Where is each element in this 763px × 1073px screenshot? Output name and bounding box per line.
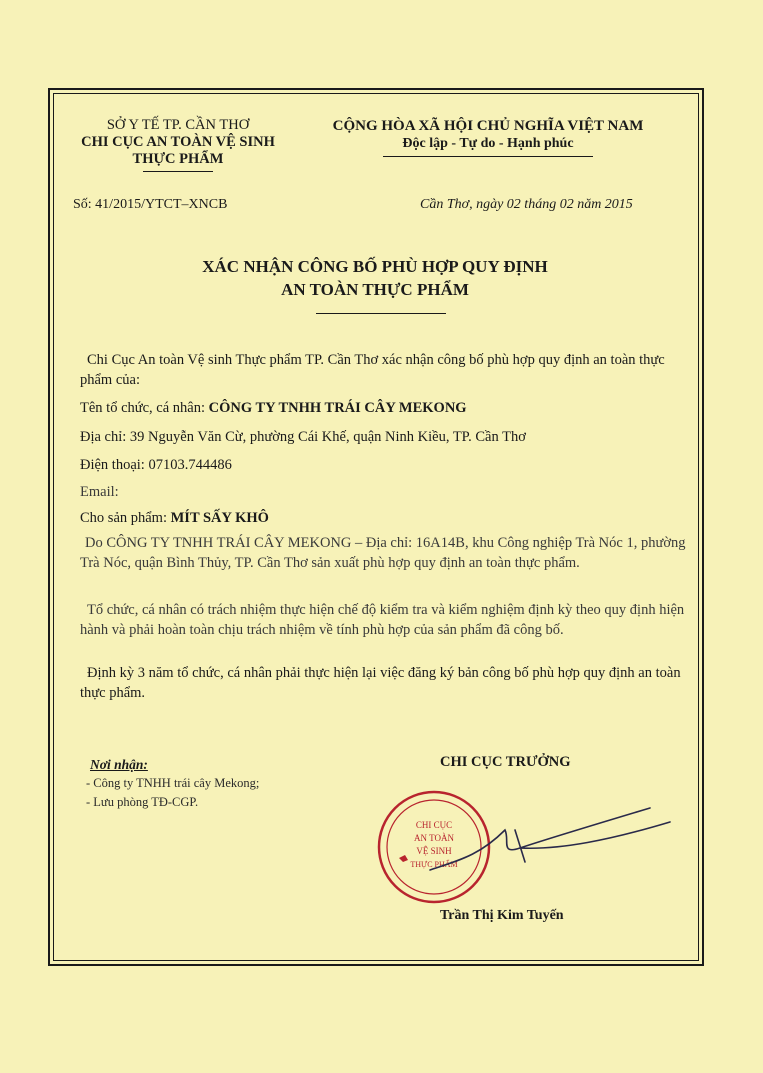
- intro-text: Chi Cục An toàn Vệ sinh Thực phẩm TP. Cần Thơ xác nhận công bố phù hợp quy định an toàn thực phẩm của:: [80, 352, 665, 388]
- handwritten-signature: [420, 800, 680, 890]
- intro-paragraph: [80, 350, 692, 390]
- phone-line: Điện thoại: 07103.744486: [80, 457, 232, 473]
- product-line: [80, 508, 692, 528]
- title-line1: XÁC NHẬN CÔNG BỐ PHÙ HỢP QUY ĐỊNH: [202, 257, 548, 276]
- periodic-paragraph: [80, 663, 692, 703]
- recipient-item: - Công ty TNHH trái cây Mekong;: [86, 776, 260, 790]
- stamp-line2: AN TOÀN: [414, 833, 454, 843]
- product-label: Cho sản phẩm:: [80, 510, 171, 526]
- title-line2: AN TOÀN THỰC PHẨM: [281, 280, 469, 299]
- title-underline: [316, 313, 446, 314]
- recipient-item: - Lưu phòng TĐ-CGP.: [86, 795, 199, 809]
- organization-name: CÔNG TY TNHH TRÁI CÂY MEKONG: [208, 400, 467, 416]
- document-number: Số: 41/2015/YTCT–XNCB: [73, 197, 228, 212]
- issuing-agency-header: [60, 117, 296, 172]
- motto-underline: [383, 156, 593, 157]
- agency-name-line1: CHI CỤC AN TOÀN VỆ SINH: [81, 134, 275, 150]
- organization-line: [80, 398, 692, 418]
- organization-label: Tên tổ chức, cá nhân:: [80, 400, 209, 416]
- national-motto: Độc lập - Tự do - Hạnh phúc: [402, 136, 574, 151]
- country-name: CỘNG HÒA XÃ HỘI CHỦ NGHĨA VIỆT NAM: [332, 118, 644, 134]
- producer-text: Do CÔNG TY TNHH TRÁI CÂY MEKONG – Địa chỉ: 16A14B, khu Công nghiệp Trà Nóc 1, phường Trà Nóc, quận Bình Thủy, TP. Cần Thơ sản xuất phù hợp quy định an toàn thực phẩm.: [80, 535, 686, 571]
- agency-name-line2: THỰC PHẨM: [132, 151, 224, 167]
- national-header: [306, 117, 670, 157]
- stamp-line3: VỆ SINH: [416, 846, 452, 856]
- signer-title: CHI CỤC TRƯỞNG: [440, 754, 571, 770]
- stamp-star: [399, 855, 408, 862]
- place-and-date: Cần Thơ, ngày 02 tháng 02 năm 2015: [420, 197, 633, 212]
- product-name: MÍT SẤY KHÔ: [170, 510, 269, 526]
- producer-paragraph: [80, 533, 692, 573]
- recipients-heading: Nơi nhận:: [90, 757, 148, 772]
- document-title: [60, 255, 690, 301]
- responsibility-paragraph: [80, 600, 692, 640]
- responsibility-text: Tổ chức, cá nhân có trách nhiệm thực hiện chế độ kiểm tra và kiểm nghiệm định kỳ theo quy định hiện hành và phải hoàn toàn chịu trách nhiệm về tính phù hợp của sản phẩm đã công bố.: [80, 602, 685, 638]
- periodic-text: Định kỳ 3 năm tổ chức, cá nhân phải thực hiện lại việc đăng ký bản công bố phù hợp quy định an toàn thực phẩm.: [80, 665, 681, 701]
- email-line: Email:: [80, 484, 119, 500]
- stamp-line4: THỰC PHẨM: [410, 860, 458, 869]
- signer-name: Trần Thị Kim Tuyến: [440, 908, 564, 923]
- agency-parent: SỞ Y TẾ TP. CẦN THƠ: [106, 117, 250, 133]
- agency-underline: [143, 171, 213, 172]
- address-line: Địa chỉ: 39 Nguyễn Văn Cừ, phường Cái Khế, quận Ninh Kiều, TP. Cần Thơ: [80, 429, 526, 445]
- stamp-line1: CHI CỤC: [415, 820, 453, 830]
